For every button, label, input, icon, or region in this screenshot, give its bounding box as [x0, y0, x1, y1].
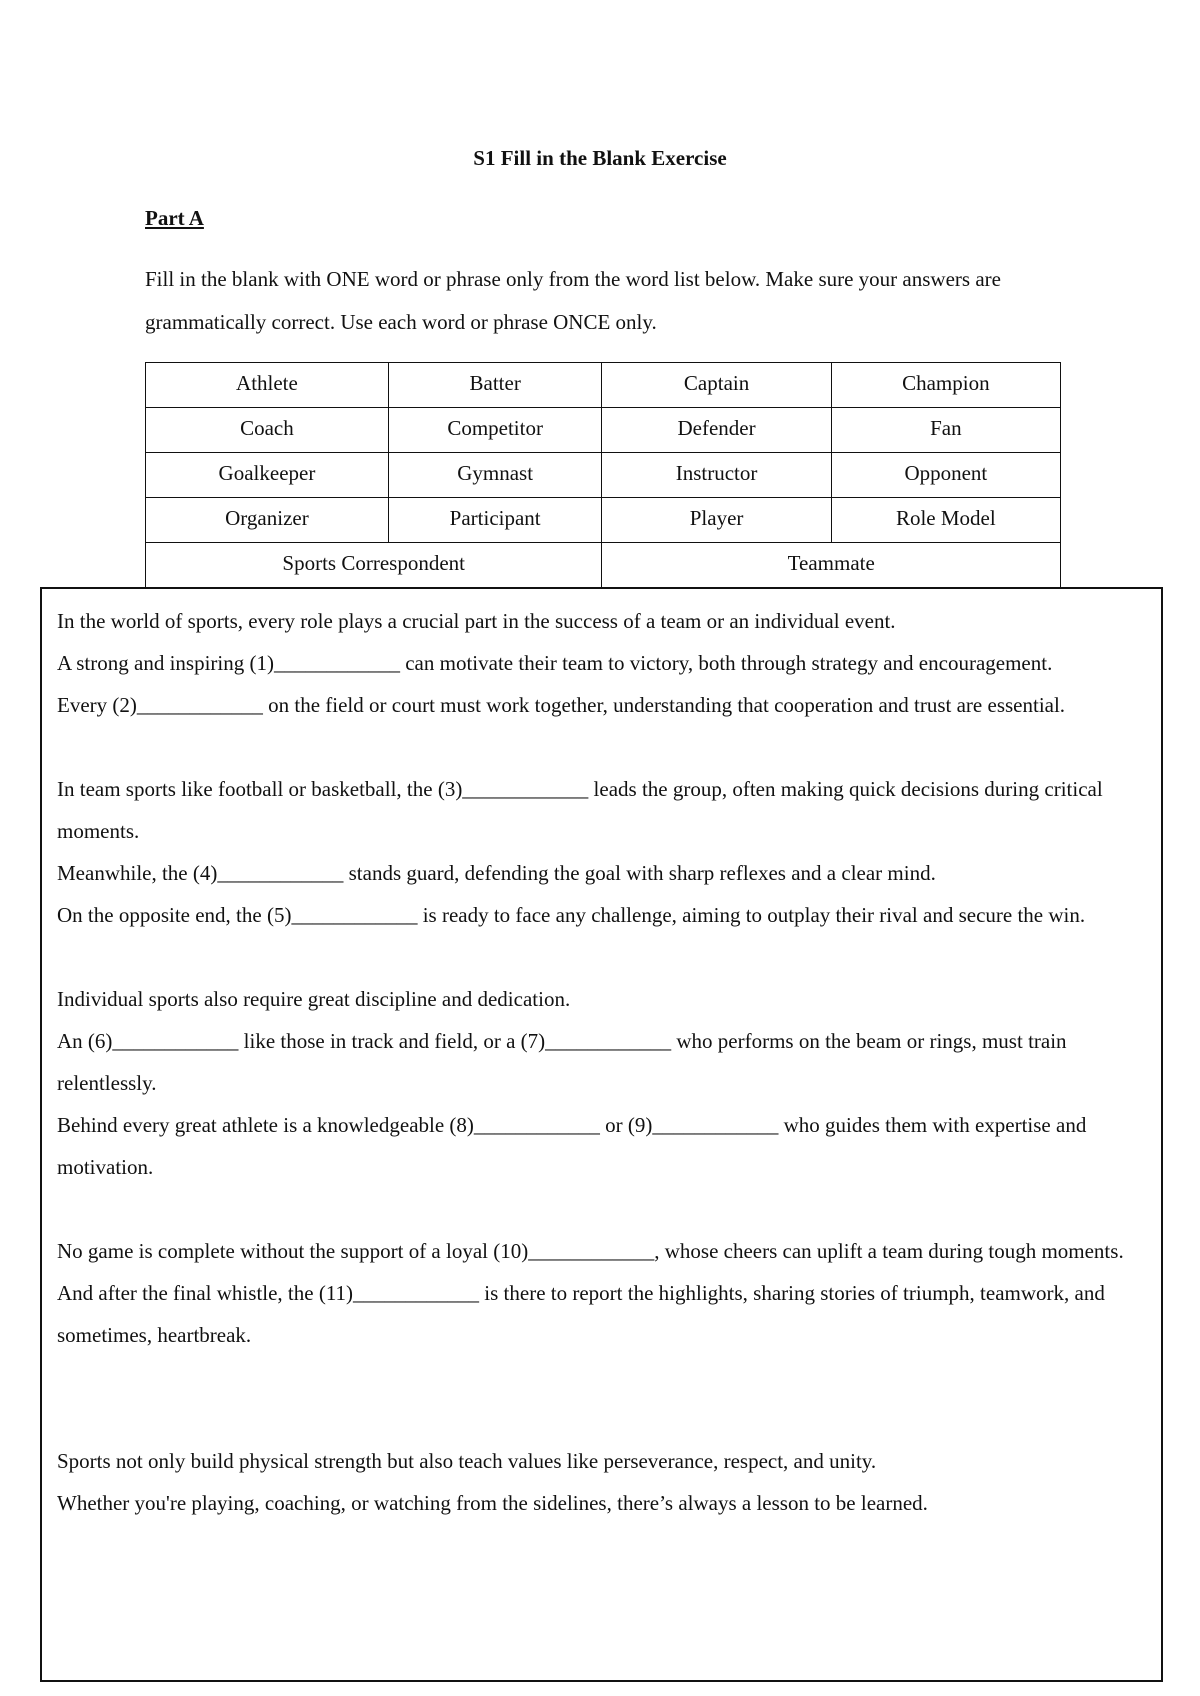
passage-sentence: Behind every great athlete is a knowledgeable (8)____________ or (9)____________ who guides them with expertise and motivation.	[57, 1113, 1092, 1179]
passage-sentence: An (6)____________ like those in track and field, or a (7)____________ who performs on the beam or rings, must train relentlessly.	[57, 1029, 1072, 1095]
passage-box	[40, 587, 1163, 1682]
word-list-table	[145, 362, 1061, 588]
word-cell: Defender	[602, 408, 831, 453]
passage-sentence: Every (2)____________ on the field or court must work together, understanding that cooperation and trust are essential.	[57, 693, 1066, 717]
word-cell: Goalkeeper	[146, 453, 389, 498]
word-cell: Champion	[831, 363, 1060, 408]
word-cell: Athlete	[146, 363, 389, 408]
word-cell: Organizer	[146, 498, 389, 543]
passage-sentence: Meanwhile, the (4)____________ stands guard, defending the goal with sharp reflexes and a clear mind.	[57, 861, 936, 885]
passage-sentence: A strong and inspiring (1)____________ can motivate their team to victory, both through strategy and encouragement.	[57, 651, 1053, 675]
passage-sentence: On the opposite end, the (5)____________ is ready to face any challenge, aiming to outplay their rival and secure the win.	[57, 903, 1086, 927]
word-row	[146, 498, 1061, 543]
passage-sentence: Whether you're playing, coaching, or watching from the sidelines, there’s always a lesson to be learned.	[57, 1491, 928, 1515]
word-cell: Gymnast	[388, 453, 602, 498]
word-cell: Fan	[831, 408, 1060, 453]
word-row	[146, 453, 1061, 498]
word-cell: Batter	[388, 363, 602, 408]
word-row	[146, 408, 1061, 453]
word-row	[146, 363, 1061, 408]
passage-sentence: In the world of sports, every role plays a crucial part in the success of a team or an individual event.	[57, 609, 896, 633]
word-cell: Competitor	[388, 408, 602, 453]
word-cell: Role Model	[831, 498, 1060, 543]
document-title: S1 Fill in the Blank Exercise	[473, 146, 727, 170]
word-cell: Participant	[388, 498, 602, 543]
instructions-text: Fill in the blank with ONE word or phrase only from the word list below. Make sure your answers are grammatically correct. Use each word or phrase ONCE only.	[145, 267, 1001, 334]
word-cell: Captain	[602, 363, 831, 408]
passage-sentence: In team sports like football or basketball, the (3)____________ leads the group, often making quick decisions during critical moments.	[57, 777, 1108, 843]
word-cell: Player	[602, 498, 831, 543]
word-row	[146, 543, 1061, 588]
word-cell: Sports Correspondent	[146, 543, 602, 588]
passage-sentence: Sports not only build physical strength but also teach values like perseverance, respect, and unity.	[57, 1449, 877, 1473]
passage-sentence: And after the final whistle, the (11)____________ is there to report the highlights, sharing stories of triumph, teamwork, and sometimes, heartbreak.	[57, 1281, 1111, 1347]
word-cell: Teammate	[602, 543, 1061, 588]
passage-sentence: Individual sports also require great discipline and dedication.	[57, 987, 571, 1011]
part-heading: Part A	[145, 206, 204, 230]
word-cell: Opponent	[831, 453, 1060, 498]
word-cell: Instructor	[602, 453, 831, 498]
passage-sentence: No game is complete without the support of a loyal (10)____________, whose cheers can uplift a team during tough moments.	[57, 1239, 1124, 1263]
word-cell: Coach	[146, 408, 389, 453]
